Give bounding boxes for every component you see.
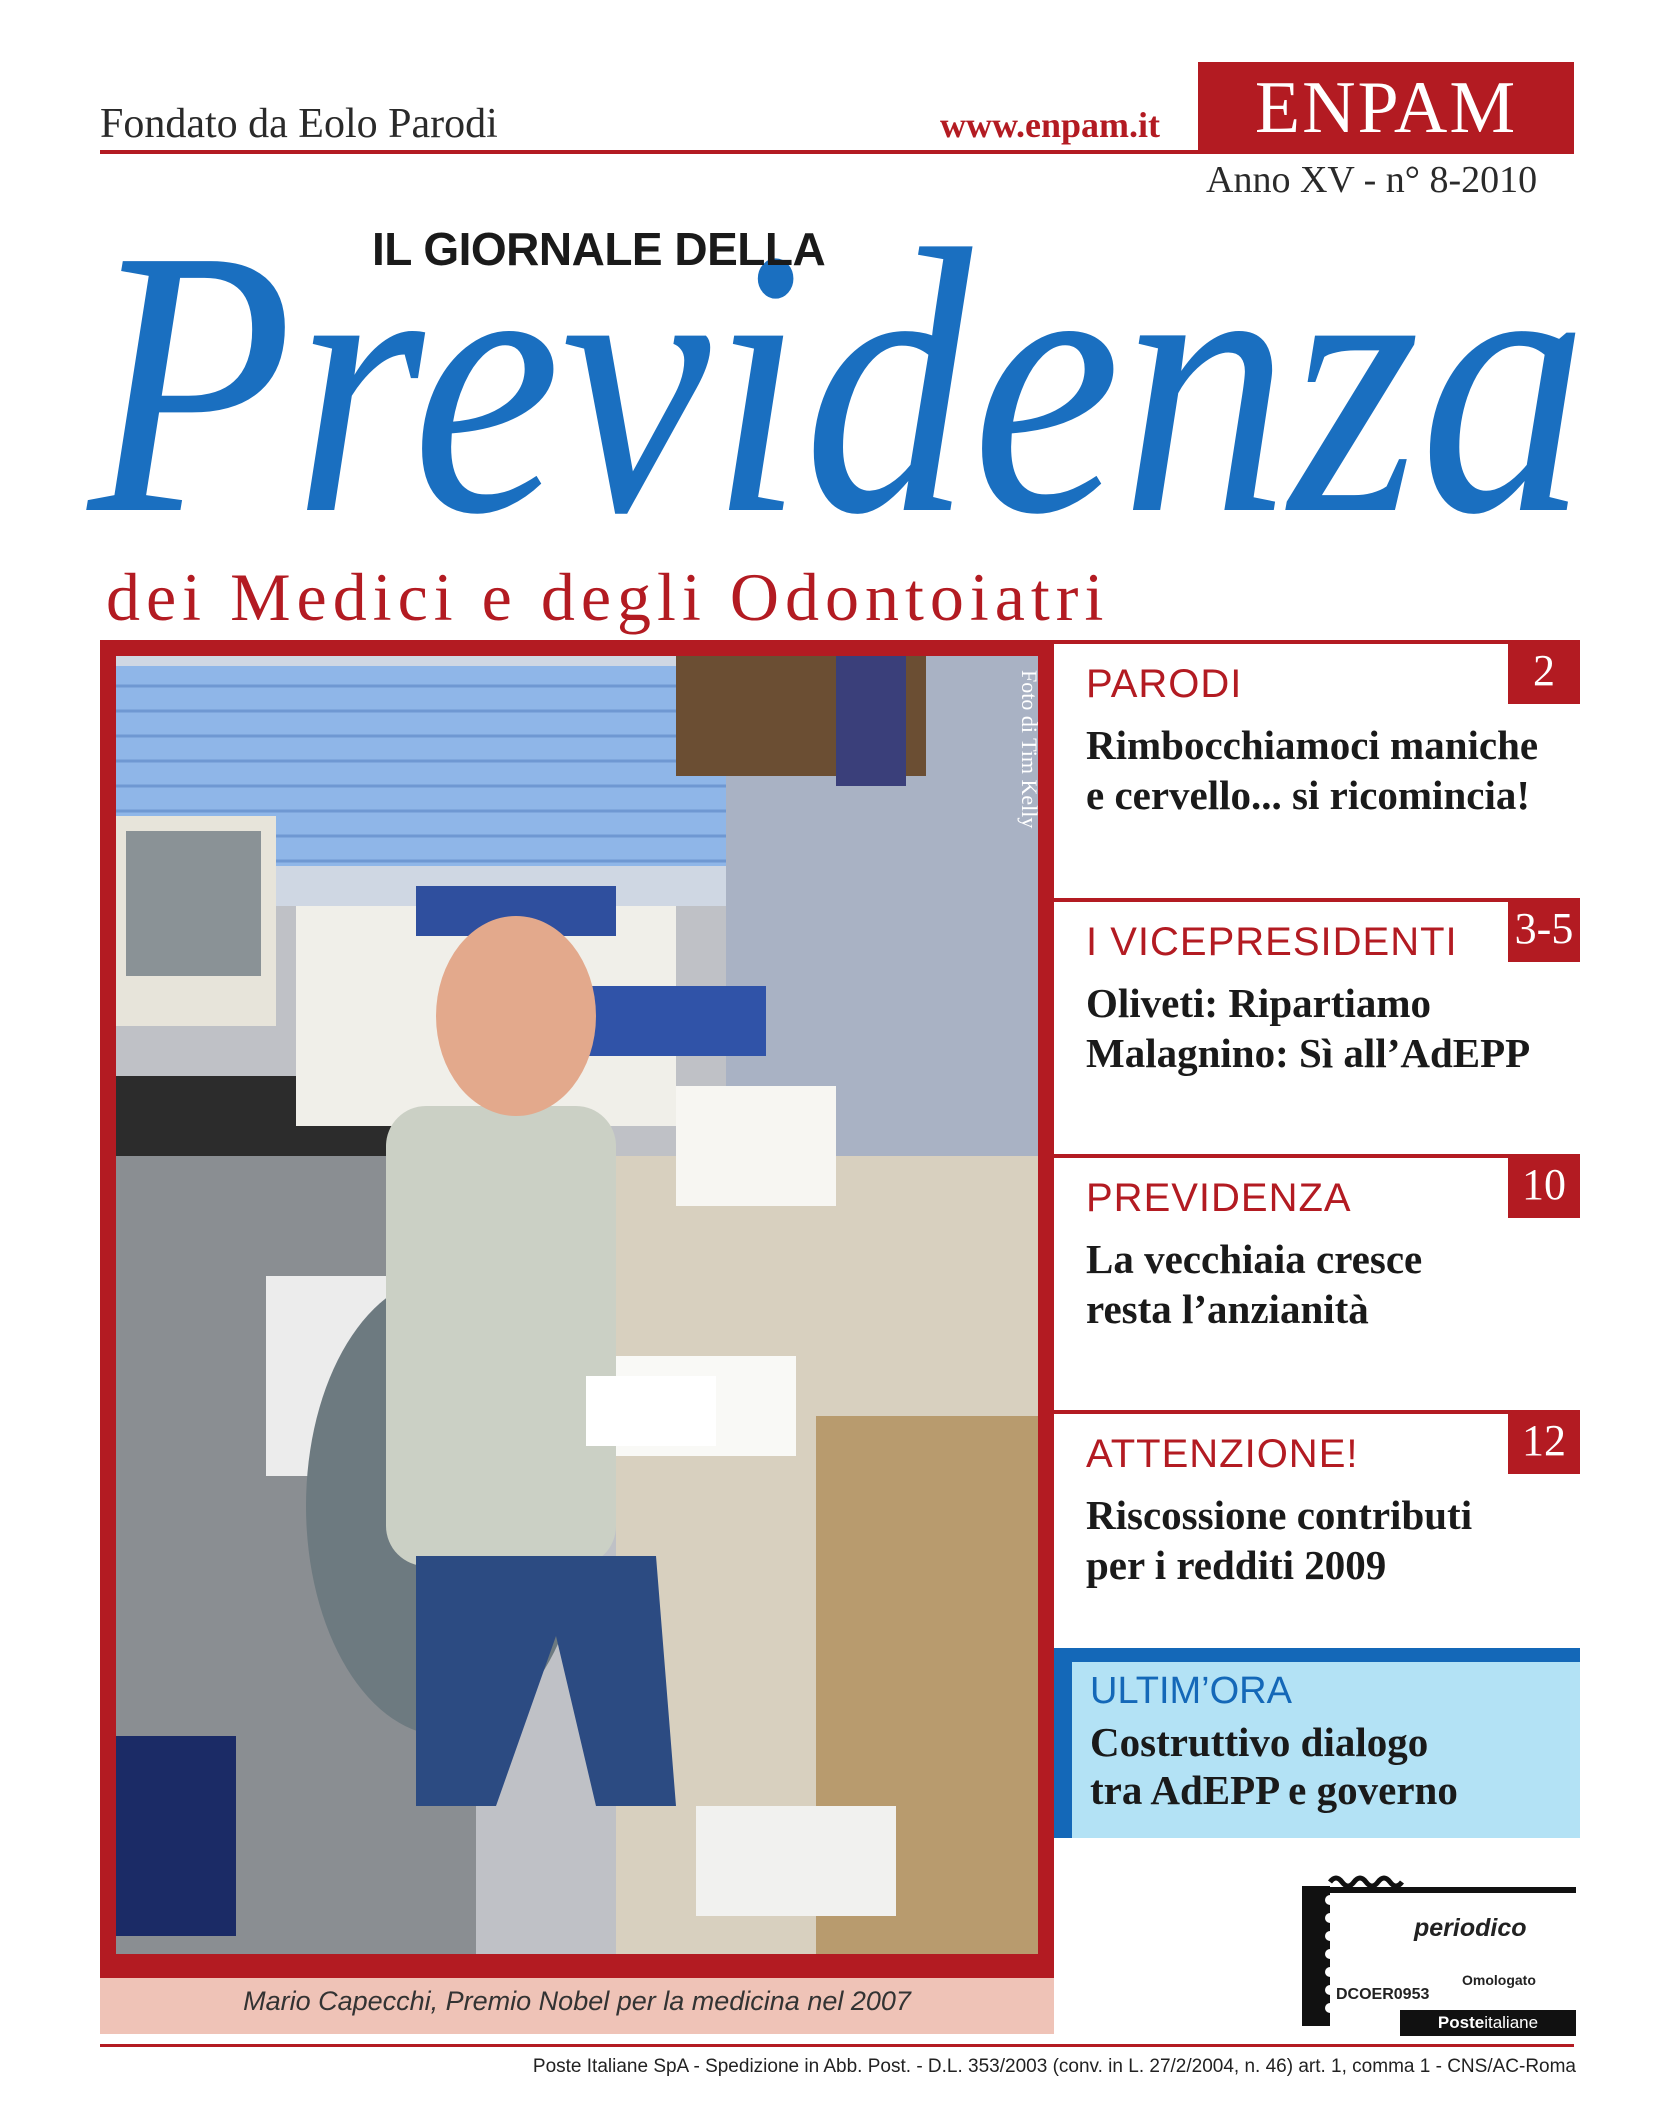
masthead-title [78,170,1598,570]
page-number-badge: 3-5 [1508,898,1580,962]
stamp-status: Omologato [1462,1972,1536,1988]
story-kicker: PARODI [1086,662,1243,706]
headline-line: per i redditi 2009 [1086,1542,1387,1588]
breaking-news-box[interactable] [1054,1648,1580,1838]
headline-line: resta l’anzianità [1086,1286,1369,1332]
postal-notice: Poste Italiane SpA - Spedizione in Abb. Post. - D.L. 353/2003 (conv. in L. 27/2/2004, n. 46) art. 1, comma 1 - CNS/AC-Roma [532,2056,1576,2077]
page-number-badge: 2 [1508,640,1580,704]
headline-line: Malagnino: Sì all’AdEPP [1086,1030,1531,1076]
masthead-title-text: Previdenza [82,172,1589,570]
story-kicker: PREVIDENZA [1086,1176,1352,1220]
publisher-logo: ENPAM [1198,62,1574,154]
cover-photo [116,656,1038,1954]
story-headline [1086,1490,1576,1590]
photo-credit: Foto di Tim Kelly [1017,670,1042,829]
stamp-code: DCOER0953 [1336,1986,1430,2003]
website-link[interactable]: www.enpam.it [940,105,1161,145]
story-teaser[interactable] [1054,1154,1580,1404]
breaking-kicker: ULTIM’ORA [1090,1670,1292,1712]
headline-line: Oliveti: Ripartiamo [1086,980,1432,1026]
story-rule [1054,1154,1580,1158]
headline-line: e cervello... si ricomincia! [1086,772,1530,818]
story-teaser[interactable] [1054,1410,1580,1640]
headline-line: Riscossione contributi [1086,1492,1473,1538]
story-kicker: ATTENZIONE! [1086,1432,1359,1476]
brand-bold: Poste [1437,2013,1485,2032]
issue-number: Anno XV - n° 8-2010 [1206,159,1538,201]
headline-line: La vecchiaia cresce [1086,1236,1423,1282]
breaking-topbar [1054,1648,1580,1662]
story-headline [1086,1234,1576,1334]
poste-italiane-logo [1400,2010,1576,2036]
stamp-label: periodico [1414,1914,1527,1942]
story-kicker: I VICEPRESIDENTI [1086,920,1458,964]
headline-line: Rimbocchiamoci maniche [1086,722,1539,768]
story-headline [1086,978,1576,1078]
story-rule [1054,1410,1580,1414]
photo-caption: Mario Capecchi, Premio Nobel per la medicina nel 2007 [243,1986,911,2016]
story-rule [1054,640,1580,644]
headline-line: tra AdEPP e governo [1090,1767,1458,1813]
headline-line: Costruttivo dialogo [1090,1719,1429,1765]
breaking-headline [1090,1718,1570,1814]
founder-line: Fondato da Eolo Parodi [100,101,498,147]
story-rule [1054,898,1580,902]
masthead-subtitle: IL GIORNALE DELLA [372,223,826,275]
breaking-sidebar [1054,1648,1072,1838]
page-number-badge: 10 [1508,1154,1580,1218]
story-teaser[interactable] [1054,898,1580,1148]
page-number-badge: 12 [1508,1410,1580,1474]
masthead-tagline: dei Medici e degli Odontoiatri [106,559,1110,635]
story-teaser[interactable] [1054,640,1580,890]
brand-rest: italiane [1484,2013,1539,2032]
footer-divider [100,2044,1574,2047]
story-headline [1086,720,1576,820]
